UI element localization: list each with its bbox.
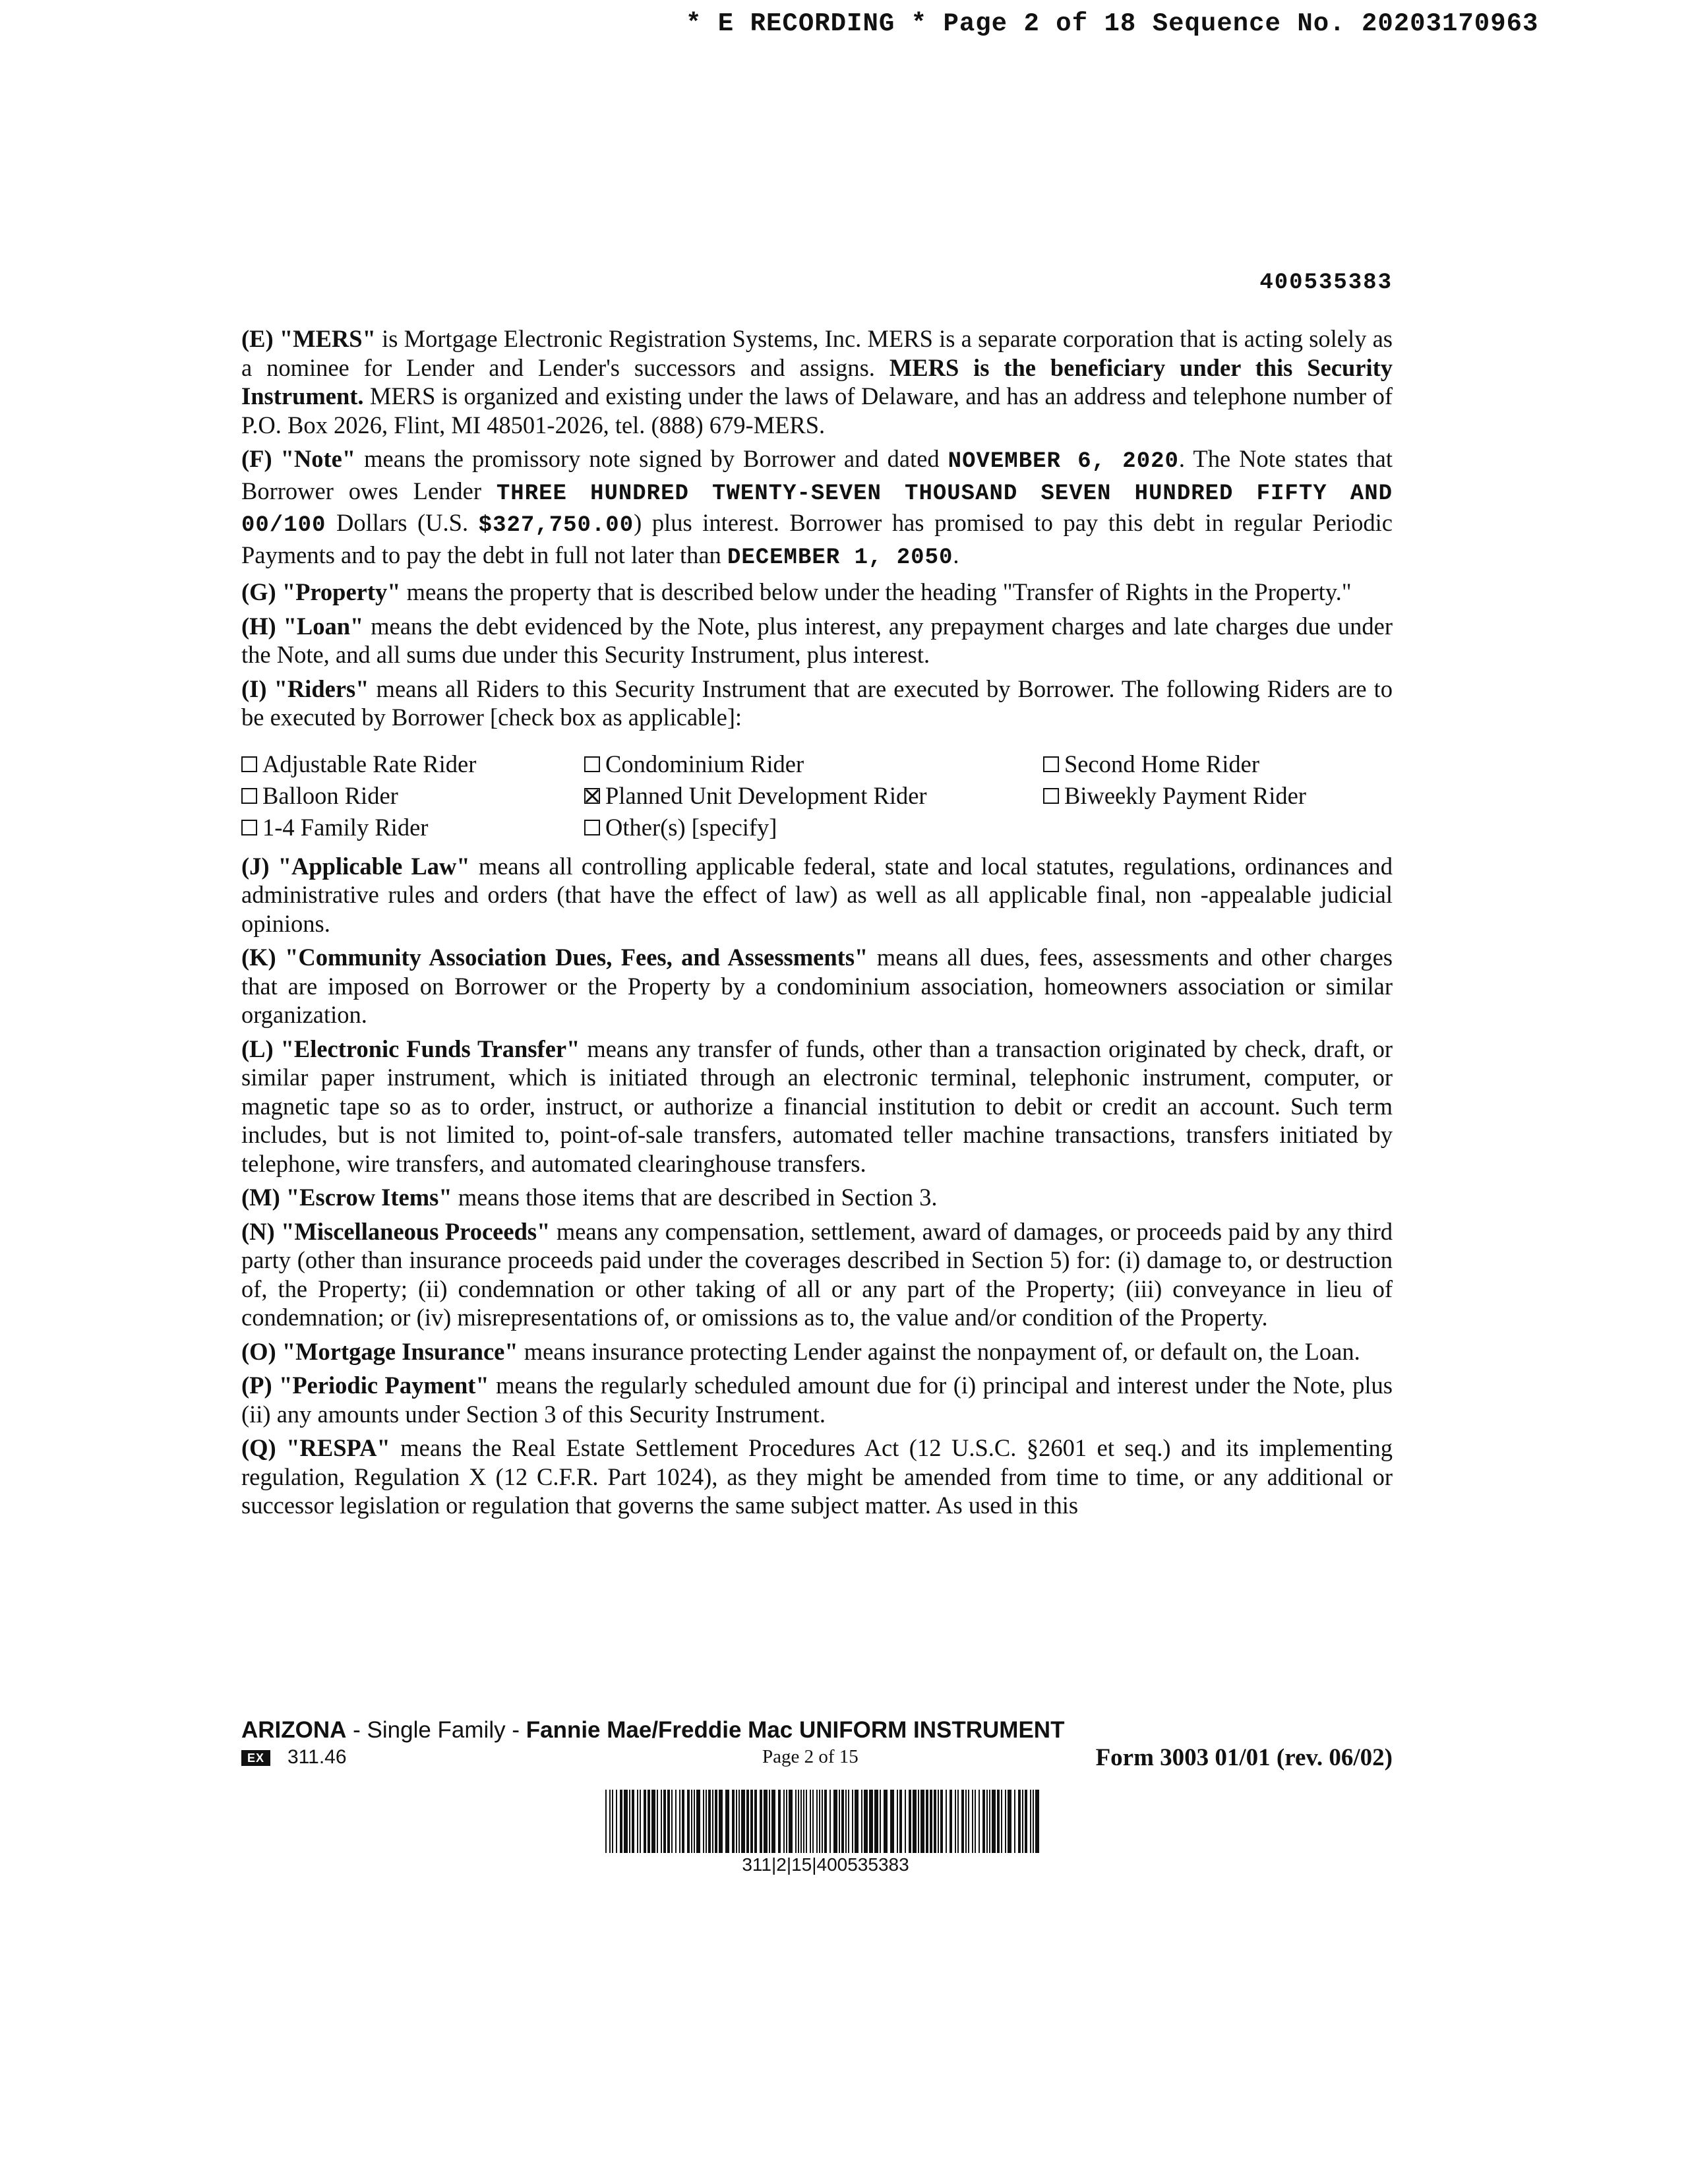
- definition-f: (F) "Note" means the promissory note signed by Borrower and dated NOVEMBER 6, 2020. The Note states that Borrower owes Lender THREE HUNDRED TWENTY-SEVEN THOUSAND SEVEN HUNDRED FIFTY AND 00/100 Dollars (U.S. $327,750.00) plus interest. Borrower has promised to pay this debt in regular Periodic Payments and to pay the debt in full not later than DECEMBER 1, 2050.: [241, 445, 1393, 570]
- definition-g: (G) "Property" means the property that is described below under the heading "Transfer of Rights in the Property.": [241, 578, 1352, 605]
- definition-e: (E) "MERS" is Mortgage Electronic Registration Systems, Inc. MERS is a separate corporation that is acting solely as a nominee for Lender and Lender's successors and assigns. MERS is the beneficiary under this Security Instrument. MERS is organized and existing under the laws of Delaware, and has an address and telephone number of P.O. Box 2026, Flint, MI 48501-2026, tel. (888) 679-MERS.: [241, 325, 1393, 439]
- form-number: Form 3003 01/01 (rev. 06/02): [1095, 1744, 1393, 1771]
- definition-q: (Q) "RESPA" means the Real Estate Settlement Procedures Act (12 U.S.C. §2601 et seq.) and its implementing regulation, Regulation X (12 C.F.R. Part 1024), as they might be amended from time to time, or any additional or successor legislation or regulation that governs the same subject matter. As used in this: [241, 1434, 1393, 1519]
- checked-checkbox-icon[interactable]: [584, 788, 600, 804]
- document-body: [241, 324, 1393, 1525]
- definition-p: (P) "Periodic Payment" means the regularly scheduled amount due for (i) principal and interest under the Note, plus (ii) any amounts under Section 3 of this Security Instrument.: [241, 1372, 1393, 1428]
- rider-biweekly-payment[interactable]: Biweekly Payment Rider: [1043, 781, 1393, 811]
- rider-balloon[interactable]: Balloon Rider: [241, 781, 584, 811]
- definition-h: (H) "Loan" means the debt evidenced by the Note, plus interest, any prepayment charges and late charges due under the Note, and all sums due under this Security Instrument, plus interest.: [241, 612, 1393, 668]
- checkbox-icon[interactable]: [241, 788, 257, 804]
- checkbox-icon[interactable]: [584, 756, 600, 772]
- checkbox-icon[interactable]: [241, 820, 257, 835]
- definition-j: (J) "Applicable Law" means all controlling applicable federal, state and local statutes, regulations, ordinances and administrative rules and orders (that have the effect of law) as well as all applicable final, non -appealable judicial opinions.: [241, 852, 1393, 937]
- form-footer: [241, 1717, 1393, 1775]
- definition-l: (L) "Electronic Funds Transfer" means any transfer of funds, other than a transaction originated by check, draft, or similar paper instrument, which is initiated through an electronic terminal, telephonic instrument, computer, or magnetic tape so as to order, instruct, or authorize a financial institution to debit or credit an account. Such term includes, but is not limited to, point-of-sale transfers, automated teller machine transactions, transfers initiated by telephone, wire transfers, and automated clearinghouse transfers.: [241, 1035, 1393, 1177]
- riders-checklist: [241, 749, 1393, 843]
- barcode-number: 311|2|15|400535383: [742, 1854, 909, 1875]
- rider-1-4-family[interactable]: 1-4 Family Rider: [241, 812, 584, 843]
- loan-number: 400535383: [1259, 270, 1393, 295]
- barcode-icon: [605, 1790, 1046, 1853]
- rider-condominium[interactable]: Condominium Rider: [584, 749, 1043, 779]
- definition-i: (I) "Riders" means all Riders to this Security Instrument that are executed by Borrower. The following Riders are to be executed by Borrower [check box as applicable]:: [241, 675, 1393, 731]
- checkbox-icon[interactable]: [1043, 756, 1059, 772]
- definition-n: (N) "Miscellaneous Proceeds" means any compensation, settlement, award of damages, or proceeds paid by any third party (other than insurance proceeds paid under the coverages described in Section 5) for: (i) damage to, or destruction of, the Property; (ii) condemnation or other taking of all or any part of the Property; (iii) conveyance in lieu of condemnation; or (iv) misrepresentations of, or omissions as to, the value and/or condition of the Property.: [241, 1217, 1393, 1331]
- rider-second-home[interactable]: Second Home Rider: [1043, 749, 1393, 779]
- checkbox-icon[interactable]: [584, 820, 600, 835]
- definition-m: (M) "Escrow Items" means those items that are described in Section 3.: [241, 1184, 938, 1211]
- footer-title: ARIZONA - Single Family - Fannie Mae/Freddie Mac UNIFORM INSTRUMENT: [241, 1717, 1065, 1743]
- footer-row: [241, 1746, 1393, 1775]
- checkbox-icon[interactable]: [1043, 788, 1059, 804]
- rider-other[interactable]: Other(s) [specify]: [584, 812, 1043, 843]
- page-number: Page 2 of 15: [762, 1746, 859, 1767]
- ellie-mae-logo-icon: EX: [241, 1750, 270, 1766]
- recording-header: * E RECORDING * Page 2 of 18 Sequence No. 20203170963: [686, 9, 1539, 38]
- definition-o: (O) "Mortgage Insurance" means insurance protecting Lender against the nonpayment of, or default on, the Loan.: [241, 1337, 1360, 1365]
- checkbox-icon[interactable]: [241, 756, 257, 772]
- definition-k: (K) "Community Association Dues, Fees, and Assessments" means all dues, fees, assessments and other charges that are imposed on Borrower or the Property by a condominium association, homeowners association or similar organization.: [241, 944, 1393, 1028]
- form-code: 311.46: [287, 1746, 347, 1768]
- rider-planned-unit-development[interactable]: Planned Unit Development Rider: [584, 781, 1043, 811]
- rider-adjustable-rate[interactable]: Adjustable Rate Rider: [241, 749, 584, 779]
